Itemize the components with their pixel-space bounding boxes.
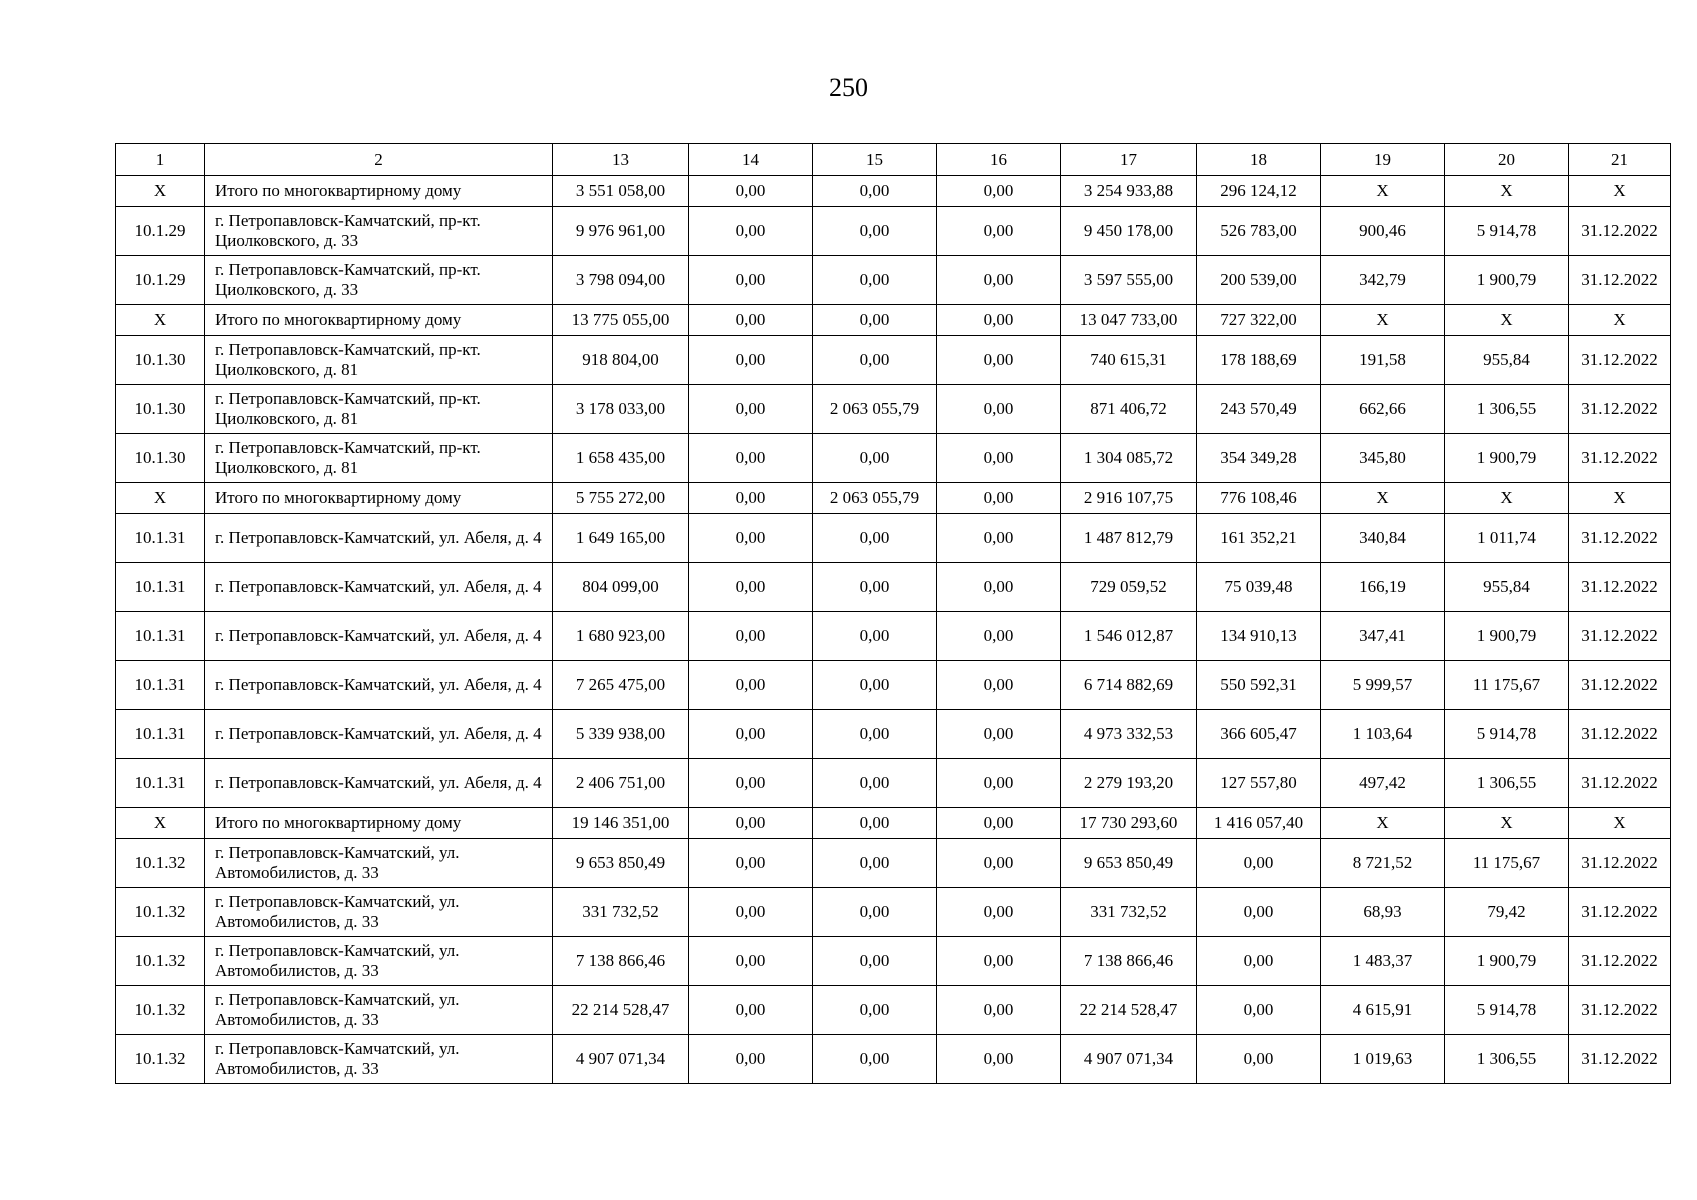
value-cell: 31.12.2022 — [1569, 385, 1671, 434]
value-cell: 776 108,46 — [1197, 483, 1321, 514]
column-header: 14 — [689, 144, 813, 176]
value-cell: 31.12.2022 — [1569, 710, 1671, 759]
row-number-cell: 10.1.32 — [116, 986, 205, 1035]
value-cell: 1 546 012,87 — [1061, 612, 1197, 661]
value-cell: 1 483,37 — [1321, 937, 1445, 986]
value-cell: 727 322,00 — [1197, 305, 1321, 336]
value-cell: 1 649 165,00 — [553, 514, 689, 563]
value-cell: 11 175,67 — [1445, 661, 1569, 710]
value-cell: 0,00 — [813, 759, 937, 808]
value-cell: 0,00 — [937, 514, 1061, 563]
address-cell: г. Петропавловск-Камчатский, ул. Автомобилистов, д. 33 — [205, 839, 553, 888]
value-cell: 729 059,52 — [1061, 563, 1197, 612]
table-row — [116, 661, 1671, 710]
value-cell: 871 406,72 — [1061, 385, 1197, 434]
value-cell: 0,00 — [813, 986, 937, 1035]
value-cell: 31.12.2022 — [1569, 256, 1671, 305]
table-row — [116, 839, 1671, 888]
row-number-cell: 10.1.30 — [116, 385, 205, 434]
value-cell: 0,00 — [813, 839, 937, 888]
value-cell: 4 615,91 — [1321, 986, 1445, 1035]
row-number-cell: X — [116, 808, 205, 839]
value-cell: 31.12.2022 — [1569, 207, 1671, 256]
value-cell: X — [1321, 176, 1445, 207]
value-cell: 0,00 — [937, 986, 1061, 1035]
table-row — [116, 434, 1671, 483]
value-cell: 200 539,00 — [1197, 256, 1321, 305]
value-cell: 0,00 — [689, 256, 813, 305]
table-row — [116, 710, 1671, 759]
value-cell: 331 732,52 — [1061, 888, 1197, 937]
value-cell: 0,00 — [813, 1035, 937, 1084]
value-cell: 31.12.2022 — [1569, 661, 1671, 710]
value-cell: 900,46 — [1321, 207, 1445, 256]
header-row — [116, 144, 1671, 176]
row-number-cell: 10.1.29 — [116, 207, 205, 256]
value-cell: 955,84 — [1445, 336, 1569, 385]
value-cell: 0,00 — [937, 207, 1061, 256]
value-cell: 0,00 — [689, 305, 813, 336]
address-cell: г. Петропавловск-Камчатский, ул. Абеля, д. 4 — [205, 612, 553, 661]
value-cell: 955,84 — [1445, 563, 1569, 612]
value-cell: 0,00 — [689, 888, 813, 937]
row-number-cell: 10.1.32 — [116, 1035, 205, 1084]
value-cell: 1 019,63 — [1321, 1035, 1445, 1084]
table-row — [116, 207, 1671, 256]
total-row — [116, 483, 1671, 514]
value-cell: 0,00 — [937, 434, 1061, 483]
value-cell: 68,93 — [1321, 888, 1445, 937]
value-cell: 17 730 293,60 — [1061, 808, 1197, 839]
table-row — [116, 612, 1671, 661]
address-cell: г. Петропавловск-Камчатский, ул. Абеля, д. 4 — [205, 759, 553, 808]
value-cell: 2 063 055,79 — [813, 385, 937, 434]
value-cell: 0,00 — [689, 483, 813, 514]
value-cell: 127 557,80 — [1197, 759, 1321, 808]
value-cell: 918 804,00 — [553, 336, 689, 385]
value-cell: 0,00 — [937, 808, 1061, 839]
row-number-cell: X — [116, 305, 205, 336]
row-number-cell: 10.1.31 — [116, 759, 205, 808]
value-cell: 3 551 058,00 — [553, 176, 689, 207]
value-cell: 11 175,67 — [1445, 839, 1569, 888]
row-number-cell: 10.1.29 — [116, 256, 205, 305]
value-cell: 0,00 — [937, 256, 1061, 305]
value-cell: 5 755 272,00 — [553, 483, 689, 514]
value-cell: 347,41 — [1321, 612, 1445, 661]
value-cell: 0,00 — [937, 710, 1061, 759]
address-cell: г. Петропавловск-Камчатский, пр-кт. Циолковского, д. 81 — [205, 336, 553, 385]
value-cell: 0,00 — [937, 612, 1061, 661]
value-cell: 1 900,79 — [1445, 612, 1569, 661]
value-cell: X — [1321, 305, 1445, 336]
row-number-cell: 10.1.31 — [116, 612, 205, 661]
value-cell: 0,00 — [1197, 937, 1321, 986]
value-cell: 5 339 938,00 — [553, 710, 689, 759]
value-cell: 22 214 528,47 — [553, 986, 689, 1035]
table-row — [116, 336, 1671, 385]
value-cell: 178 188,69 — [1197, 336, 1321, 385]
value-cell: X — [1569, 808, 1671, 839]
row-number-cell: 10.1.31 — [116, 514, 205, 563]
value-cell: 3 798 094,00 — [553, 256, 689, 305]
value-cell: 8 721,52 — [1321, 839, 1445, 888]
row-number-cell: 10.1.32 — [116, 839, 205, 888]
column-header: 20 — [1445, 144, 1569, 176]
value-cell: 0,00 — [813, 207, 937, 256]
value-cell: 366 605,47 — [1197, 710, 1321, 759]
table-row — [116, 888, 1671, 937]
value-cell: X — [1569, 176, 1671, 207]
value-cell: 0,00 — [689, 1035, 813, 1084]
table-row — [116, 759, 1671, 808]
address-cell: Итого по многоквартирному дому — [205, 176, 553, 207]
value-cell: 550 592,31 — [1197, 661, 1321, 710]
value-cell: 0,00 — [937, 336, 1061, 385]
value-cell: 31.12.2022 — [1569, 888, 1671, 937]
value-cell: 0,00 — [689, 176, 813, 207]
row-number-cell: 10.1.32 — [116, 937, 205, 986]
value-cell: 0,00 — [689, 710, 813, 759]
value-cell: 0,00 — [1197, 1035, 1321, 1084]
value-cell: 662,66 — [1321, 385, 1445, 434]
total-row — [116, 808, 1671, 839]
value-cell: 0,00 — [937, 661, 1061, 710]
column-header: 19 — [1321, 144, 1445, 176]
value-cell: 1 680 923,00 — [553, 612, 689, 661]
row-number-cell: 10.1.31 — [116, 710, 205, 759]
value-cell: 1 658 435,00 — [553, 434, 689, 483]
column-header: 13 — [553, 144, 689, 176]
address-cell: г. Петропавловск-Камчатский, ул. Автомобилистов, д. 33 — [205, 937, 553, 986]
address-cell: г. Петропавловск-Камчатский, ул. Абеля, д. 4 — [205, 563, 553, 612]
value-cell: 9 450 178,00 — [1061, 207, 1197, 256]
value-cell: 0,00 — [813, 434, 937, 483]
value-cell: 804 099,00 — [553, 563, 689, 612]
value-cell: 0,00 — [937, 839, 1061, 888]
value-cell: 31.12.2022 — [1569, 612, 1671, 661]
address-cell: г. Петропавловск-Камчатский, пр-кт. Циолковского, д. 33 — [205, 207, 553, 256]
value-cell: 1 306,55 — [1445, 1035, 1569, 1084]
address-cell: г. Петропавловск-Камчатский, ул. Абеля, д. 4 — [205, 514, 553, 563]
value-cell: X — [1445, 176, 1569, 207]
table-row — [116, 514, 1671, 563]
value-cell: 0,00 — [813, 710, 937, 759]
address-cell: Итого по многоквартирному дому — [205, 808, 553, 839]
column-header: 1 — [116, 144, 205, 176]
value-cell: 740 615,31 — [1061, 336, 1197, 385]
value-cell: 22 214 528,47 — [1061, 986, 1197, 1035]
value-cell: X — [1569, 483, 1671, 514]
value-cell: 5 914,78 — [1445, 207, 1569, 256]
value-cell: 0,00 — [813, 661, 937, 710]
table-row — [116, 256, 1671, 305]
value-cell: 9 653 850,49 — [1061, 839, 1197, 888]
value-cell: 0,00 — [813, 888, 937, 937]
value-cell: 0,00 — [689, 563, 813, 612]
column-header: 18 — [1197, 144, 1321, 176]
value-cell: 1 900,79 — [1445, 937, 1569, 986]
value-cell: 345,80 — [1321, 434, 1445, 483]
value-cell: 4 973 332,53 — [1061, 710, 1197, 759]
value-cell: 0,00 — [689, 434, 813, 483]
value-cell: 31.12.2022 — [1569, 336, 1671, 385]
address-cell: г. Петропавловск-Камчатский, ул. Абеля, д. 4 — [205, 710, 553, 759]
value-cell: 1 416 057,40 — [1197, 808, 1321, 839]
value-cell: 7 265 475,00 — [553, 661, 689, 710]
value-cell: 0,00 — [813, 514, 937, 563]
value-cell: 1 103,64 — [1321, 710, 1445, 759]
row-number-cell: X — [116, 483, 205, 514]
address-cell: г. Петропавловск-Камчатский, пр-кт. Циолковского, д. 81 — [205, 434, 553, 483]
value-cell: 1 487 812,79 — [1061, 514, 1197, 563]
value-cell: 0,00 — [937, 563, 1061, 612]
column-header: 16 — [937, 144, 1061, 176]
value-cell: X — [1445, 305, 1569, 336]
value-cell: 0,00 — [937, 937, 1061, 986]
table-row — [116, 937, 1671, 986]
value-cell: 31.12.2022 — [1569, 514, 1671, 563]
value-cell: 31.12.2022 — [1569, 759, 1671, 808]
address-cell: г. Петропавловск-Камчатский, пр-кт. Циолковского, д. 33 — [205, 256, 553, 305]
row-number-cell: 10.1.31 — [116, 563, 205, 612]
value-cell: 166,19 — [1321, 563, 1445, 612]
value-cell: 134 910,13 — [1197, 612, 1321, 661]
row-number-cell: 10.1.32 — [116, 888, 205, 937]
value-cell: 0,00 — [937, 305, 1061, 336]
value-cell: 0,00 — [813, 176, 937, 207]
value-cell: 9 653 850,49 — [553, 839, 689, 888]
value-cell: 1 306,55 — [1445, 385, 1569, 434]
value-cell: 296 124,12 — [1197, 176, 1321, 207]
total-row — [116, 305, 1671, 336]
value-cell: 6 714 882,69 — [1061, 661, 1197, 710]
value-cell: 5 914,78 — [1445, 986, 1569, 1035]
row-number-cell: X — [116, 176, 205, 207]
value-cell: 79,42 — [1445, 888, 1569, 937]
value-cell: 0,00 — [813, 336, 937, 385]
value-cell: 191,58 — [1321, 336, 1445, 385]
value-cell: 0,00 — [1197, 986, 1321, 1035]
value-cell: X — [1445, 808, 1569, 839]
column-header: 17 — [1061, 144, 1197, 176]
value-cell: 7 138 866,46 — [1061, 937, 1197, 986]
address-cell: г. Петропавловск-Камчатский, ул. Абеля, д. 4 — [205, 661, 553, 710]
value-cell: 0,00 — [813, 305, 937, 336]
value-cell: X — [1569, 305, 1671, 336]
row-number-cell: 10.1.30 — [116, 434, 205, 483]
value-cell: 0,00 — [689, 661, 813, 710]
value-cell: 7 138 866,46 — [553, 937, 689, 986]
value-cell: X — [1445, 483, 1569, 514]
total-row — [116, 176, 1671, 207]
address-cell: г. Петропавловск-Камчатский, ул. Автомобилистов, д. 33 — [205, 1035, 553, 1084]
value-cell: 0,00 — [689, 612, 813, 661]
value-cell: 526 783,00 — [1197, 207, 1321, 256]
value-cell: 0,00 — [689, 336, 813, 385]
value-cell: 9 976 961,00 — [553, 207, 689, 256]
address-cell: г. Петропавловск-Камчатский, пр-кт. Циолковского, д. 81 — [205, 385, 553, 434]
value-cell: 0,00 — [689, 937, 813, 986]
value-cell: 497,42 — [1321, 759, 1445, 808]
value-cell: 0,00 — [813, 808, 937, 839]
value-cell: 1 900,79 — [1445, 256, 1569, 305]
table-row — [116, 986, 1671, 1035]
value-cell: 0,00 — [689, 986, 813, 1035]
value-cell: 0,00 — [813, 256, 937, 305]
data-table — [115, 143, 1671, 1084]
value-cell: 0,00 — [937, 1035, 1061, 1084]
value-cell: 1 306,55 — [1445, 759, 1569, 808]
table-row — [116, 563, 1671, 612]
value-cell: 0,00 — [813, 563, 937, 612]
column-header: 21 — [1569, 144, 1671, 176]
value-cell: 3 178 033,00 — [553, 385, 689, 434]
value-cell: 31.12.2022 — [1569, 986, 1671, 1035]
value-cell: 0,00 — [689, 514, 813, 563]
value-cell: 340,84 — [1321, 514, 1445, 563]
value-cell: 2 063 055,79 — [813, 483, 937, 514]
table-row — [116, 1035, 1671, 1084]
value-cell: 31.12.2022 — [1569, 434, 1671, 483]
value-cell: 0,00 — [689, 759, 813, 808]
value-cell: 2 916 107,75 — [1061, 483, 1197, 514]
value-cell: 1 304 085,72 — [1061, 434, 1197, 483]
value-cell: 1 011,74 — [1445, 514, 1569, 563]
value-cell: X — [1321, 808, 1445, 839]
column-header: 2 — [205, 144, 553, 176]
value-cell: 3 254 933,88 — [1061, 176, 1197, 207]
value-cell: 0,00 — [937, 385, 1061, 434]
value-cell: 13 047 733,00 — [1061, 305, 1197, 336]
column-header: 15 — [813, 144, 937, 176]
value-cell: 0,00 — [813, 937, 937, 986]
value-cell: 4 907 071,34 — [1061, 1035, 1197, 1084]
value-cell: 0,00 — [1197, 839, 1321, 888]
value-cell: 31.12.2022 — [1569, 1035, 1671, 1084]
value-cell: 31.12.2022 — [1569, 563, 1671, 612]
value-cell: 75 039,48 — [1197, 563, 1321, 612]
value-cell: 0,00 — [689, 385, 813, 434]
value-cell: 354 349,28 — [1197, 434, 1321, 483]
value-cell: 0,00 — [937, 888, 1061, 937]
value-cell: 2 406 751,00 — [553, 759, 689, 808]
value-cell: 5 914,78 — [1445, 710, 1569, 759]
value-cell: 161 352,21 — [1197, 514, 1321, 563]
address-cell: Итого по многоквартирному дому — [205, 483, 553, 514]
value-cell: 31.12.2022 — [1569, 839, 1671, 888]
row-number-cell: 10.1.31 — [116, 661, 205, 710]
value-cell: 243 570,49 — [1197, 385, 1321, 434]
value-cell: 19 146 351,00 — [553, 808, 689, 839]
value-cell: 2 279 193,20 — [1061, 759, 1197, 808]
value-cell: 13 775 055,00 — [553, 305, 689, 336]
value-cell: 0,00 — [937, 759, 1061, 808]
address-cell: г. Петропавловск-Камчатский, ул. Автомобилистов, д. 33 — [205, 986, 553, 1035]
value-cell: 4 907 071,34 — [553, 1035, 689, 1084]
value-cell: X — [1321, 483, 1445, 514]
value-cell: 342,79 — [1321, 256, 1445, 305]
page-number: 250 — [829, 73, 868, 102]
value-cell: 0,00 — [937, 176, 1061, 207]
value-cell: 0,00 — [1197, 888, 1321, 937]
value-cell: 0,00 — [813, 612, 937, 661]
row-number-cell: 10.1.30 — [116, 336, 205, 385]
table-row — [116, 385, 1671, 434]
value-cell: 331 732,52 — [553, 888, 689, 937]
value-cell: 0,00 — [689, 808, 813, 839]
value-cell: 31.12.2022 — [1569, 937, 1671, 986]
value-cell: 0,00 — [689, 839, 813, 888]
value-cell: 0,00 — [689, 207, 813, 256]
value-cell: 0,00 — [937, 483, 1061, 514]
value-cell: 1 900,79 — [1445, 434, 1569, 483]
value-cell: 5 999,57 — [1321, 661, 1445, 710]
value-cell: 3 597 555,00 — [1061, 256, 1197, 305]
address-cell: Итого по многоквартирному дому — [205, 305, 553, 336]
address-cell: г. Петропавловск-Камчатский, ул. Автомобилистов, д. 33 — [205, 888, 553, 937]
